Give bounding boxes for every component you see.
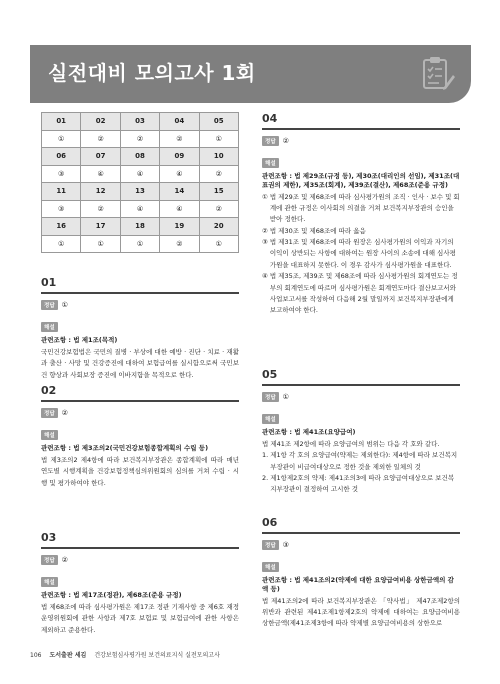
- list-item: ② 법 제30조 및 제68조에 따라 옳음: [262, 226, 366, 235]
- law-reference: 관련조항 : 법 제41조의2(약제에 대한 요양급여비용 상한금액의 감액 등): [262, 576, 454, 593]
- list-item: ① 법 제29조 및 제68조에 따라 심사평가원의 조직 · 인사 · 보수 및 회계에 관한 규정은 이사회의 의결을 거쳐 보건복지부장관의 승인을 받아 정한다.: [262, 192, 460, 224]
- question-number-cell: 12: [81, 183, 120, 201]
- question-02: [41, 384, 239, 489]
- answer-grid-number-row: [42, 183, 239, 201]
- answer-grid-answer-row: [42, 165, 239, 183]
- answer-cell: ①: [42, 130, 81, 148]
- law-reference: 관련조항 : 법 제29조(규정 등), 제30조(대리인의 선임), 제31조(대표권의 제한), 제35조(회계), 제39조(결산), 제68조(준용 규정): [262, 172, 460, 189]
- answer-cell: ②: [81, 130, 120, 148]
- question-number: 06: [262, 516, 278, 529]
- question-number: 05: [262, 368, 278, 381]
- question-number-cell: 07: [81, 148, 120, 166]
- question-number-cell: 05: [199, 113, 238, 131]
- answer-cell: ④: [160, 200, 199, 218]
- question-number: 02: [41, 384, 57, 397]
- answer-value: ②: [61, 556, 68, 564]
- answer-key-table: [41, 112, 239, 253]
- answer-cell: ①: [199, 130, 238, 148]
- question-number-cell: 02: [81, 113, 120, 131]
- question-number-cell: 01: [42, 113, 81, 131]
- divider: [262, 128, 460, 130]
- answer-cell: ③: [42, 165, 81, 183]
- question-03: [41, 531, 239, 636]
- answer-cell: ②: [120, 130, 159, 148]
- list-item: ④ 법 제35조, 제39조 및 제68조에 따라 심사평가원의 회계연도는 정부의 회계연도에 따르며 심사평가원은 회계연도마다 결산보고서와 사업보고서를 작성하여 다음해 2월 말일까지 보건복지부장관에게 보고하여야 한다.: [262, 272, 458, 315]
- answer-cell: ②: [81, 200, 120, 218]
- answer-tag: 정답: [262, 392, 279, 402]
- answer-cell: ④: [160, 165, 199, 183]
- list-item: 2. 제1항제2호의 약제: 제41조의3에 따라 요양급여대상으로 보건복지부장관이 결정하여 고시한 것: [262, 473, 455, 494]
- question-number-cell: 20: [199, 218, 238, 236]
- explanation-tag: 해설: [262, 158, 279, 168]
- book-title: 건강보험심사평가원 보건의료지식 실전모의고사: [94, 652, 220, 659]
- answer-grid-answer-row: [42, 130, 239, 148]
- explanation-tag: 해설: [262, 414, 279, 424]
- question-number: 04: [262, 112, 278, 125]
- question-number-cell: 11: [42, 183, 81, 201]
- explanation-text: 법 제68조에 따라 심사평가원은 제17조 정관 기재사항 중 제6호 재정운영위원회에 관한 사항과 제7호 보험료 및 보험급여에 관한 사항은 제외하고 준용한다.: [41, 602, 239, 634]
- page-title: 실전대비 모의고사 1회: [48, 61, 256, 85]
- answer-grid-number-row: [42, 218, 239, 236]
- answer-value: ①: [61, 301, 68, 309]
- divider: [262, 384, 460, 386]
- answer-grid-number-row: [42, 113, 239, 131]
- question-number-cell: 15: [199, 183, 238, 201]
- explanation-tag: 해설: [262, 562, 279, 572]
- question-04: [262, 112, 460, 317]
- checklist-document-icon: [417, 54, 457, 94]
- answer-cell: ④: [81, 165, 120, 183]
- answer-value: ①: [282, 393, 289, 401]
- answer-grid-answer-row: [42, 200, 239, 218]
- list-item: 1. 제1항 각 호의 요양급여(약제는 제외한다): 제4항에 따라 보건복지부장관이 비급여대상으로 정한 것을 제외한 일체의 것: [262, 451, 458, 471]
- answer-value: ③: [282, 541, 289, 549]
- explanation-text: 법 제41조의2에 따라 보건복지부장관은 「약사법」 제47조제2항의 위반과 관련된 제41조제1항제2호의 약제에 대하여는 요양급여비용 상한금액(제41조제3항에 따라 약제별 요양급여비용의 상한으로: [262, 596, 460, 628]
- question-number-cell: 19: [160, 218, 199, 236]
- question-05: [262, 368, 460, 496]
- publisher-name: 도서출판 세김: [49, 652, 87, 659]
- answer-cell: ①: [120, 235, 159, 253]
- page-number: 106: [30, 652, 42, 659]
- explanation-text: 국민건강보험법은 국민의 질병 · 부상에 대한 예방 · 진단 · 치료 · 재활과 출산 · 사망 및 건강증진에 대하여 보험급여를 실시함으로써 국민보건 향상과 사회보장 증진에 이바지함을 목적으로 한다.: [41, 347, 239, 379]
- question-number-cell: 03: [120, 113, 159, 131]
- question-number-cell: 08: [120, 148, 159, 166]
- title-banner: [30, 45, 471, 103]
- question-number-cell: 18: [120, 218, 159, 236]
- answer-tag: 정답: [41, 408, 58, 418]
- page-footer: [30, 650, 220, 659]
- question-number-cell: 13: [120, 183, 159, 201]
- answer-tag: 정답: [262, 540, 279, 550]
- explanation-tag: 해설: [41, 322, 58, 332]
- law-reference: 관련조항 : 법 제41조(요양급여): [262, 428, 356, 436]
- question-number-cell: 09: [160, 148, 199, 166]
- answer-cell: ①: [81, 235, 120, 253]
- explanation-tag: 해설: [41, 577, 58, 587]
- answer-value: ②: [282, 137, 289, 145]
- list-item: ③ 법 제31조 및 제68조에 따라 원장은 심사평가원의 이익과 자기의 이익이 상반되는 사항에 대하여는 원장 사이의 소송에 대해 심사평가원을 대표하지 못한다. 이 경우 감사가 심사평가원을 대표한다.: [262, 238, 456, 269]
- answer-tag: 정답: [41, 300, 58, 310]
- question-number-cell: 04: [160, 113, 199, 131]
- divider: [41, 292, 239, 294]
- question-number-cell: 06: [42, 148, 81, 166]
- question-number-cell: 10: [199, 148, 238, 166]
- question-number-cell: 17: [81, 218, 120, 236]
- divider: [41, 400, 239, 402]
- answer-cell: ①: [199, 235, 238, 253]
- answer-cell: ③: [42, 200, 81, 218]
- answer-tag: 정답: [262, 136, 279, 146]
- explanation-text: 법 제3조의2 제4항에 따라 보건복지부장관은 종합계획에 따라 매년 연도별 시행계획을 건강보험정책심의위원회의 심의를 거쳐 수립 · 시행 및 평가하여야 한다.: [41, 455, 239, 487]
- answer-cell: ④: [120, 200, 159, 218]
- answer-cell: ②: [160, 235, 199, 253]
- law-reference: 관련조항 : 법 제1조(목적): [41, 336, 118, 344]
- answer-cell: ②: [160, 130, 199, 148]
- answer-cell: ①: [42, 235, 81, 253]
- answer-tag: 정답: [41, 555, 58, 565]
- answer-cell: ②: [199, 165, 238, 183]
- divider: [262, 532, 460, 534]
- answer-value: ②: [61, 409, 68, 417]
- law-reference: 관련조항 : 법 제3조의2(국민건강보험종합계획의 수립 등): [41, 444, 209, 452]
- answer-grid-answer-row: [42, 235, 239, 253]
- divider: [41, 547, 239, 549]
- question-number: 01: [41, 276, 57, 289]
- question-01: [41, 276, 239, 381]
- question-number-cell: 16: [42, 218, 81, 236]
- explanation-tag: 해설: [41, 430, 58, 440]
- question-06: [262, 516, 460, 630]
- question-number-cell: 14: [160, 183, 199, 201]
- question-number: 03: [41, 531, 57, 544]
- explanation-text: 법 제41조 제2항에 따라 요양급여의 범위는 다음 각 호와 같다.: [262, 439, 440, 448]
- answer-cell: ②: [199, 200, 238, 218]
- law-reference: 관련조항 : 법 제17조(정관), 제68조(준용 규정): [41, 591, 182, 599]
- answer-grid-number-row: [42, 148, 239, 166]
- answer-cell: ④: [120, 165, 159, 183]
